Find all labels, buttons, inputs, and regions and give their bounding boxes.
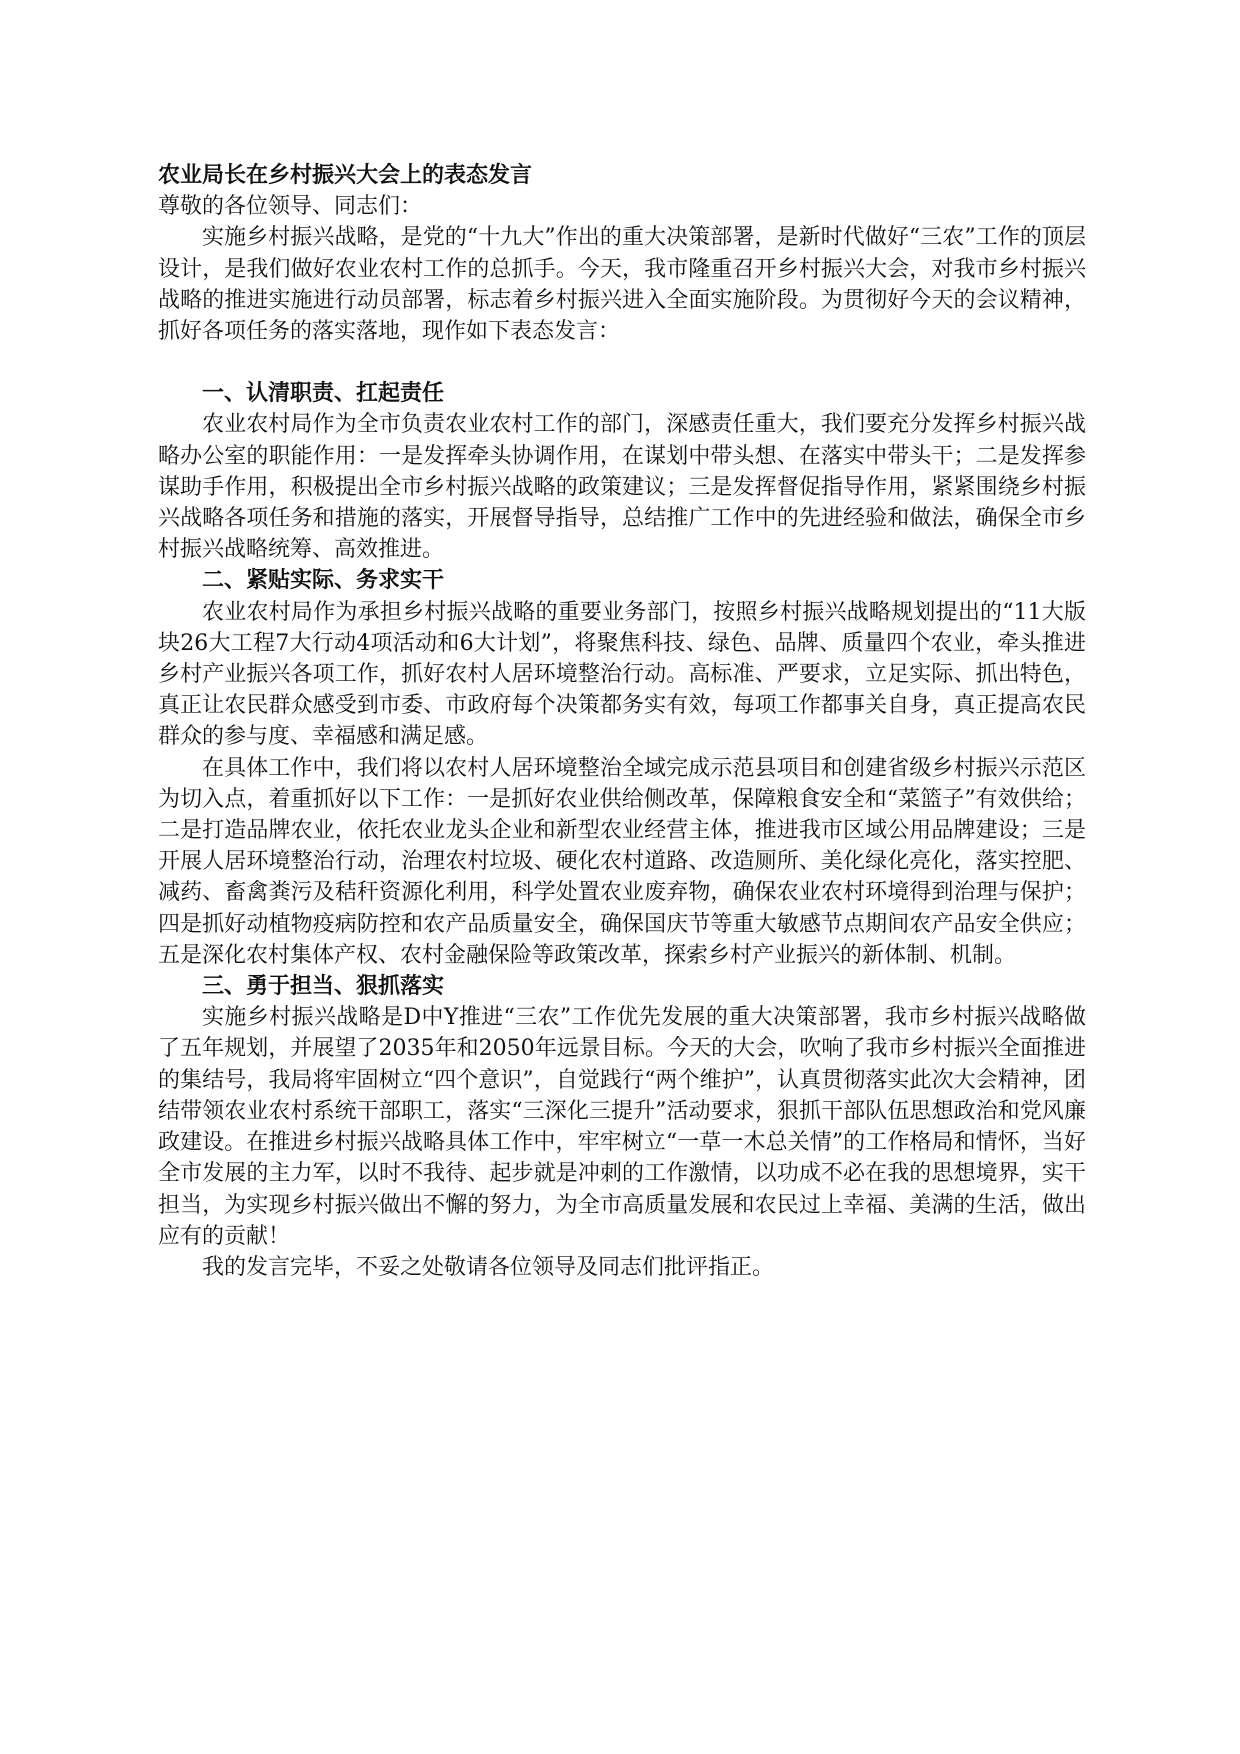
salutation: 尊敬的各位领导、同志们： — [158, 194, 423, 220]
section-2-paragraph-1: 农业农村局作为承担乡村振兴战略的重要业务部门，按照乡村振兴战略规划提出的“11大版块26大工程7大行动4项活动和6大计划”，将聚焦科技、绿色、品牌、质量四个农业，牵头推进乡村产业振兴各项工作，抓好农村人居环境整治行动。高标准、严要求，立足实际、抓出特色，真正让农民群众感受到市委、市政府每个决策都务实有效，每项工作都事关自身，真正提高农民群众的参与度、幸福感和满足感。 — [158, 599, 1086, 750]
section-2-paragraph-2: 在具体工作中，我们将以农村人居环境整治全域完成示范县项目和创建省级乡村振兴示范区为切入点，着重抓好以下工作：一是抓好农业供给侧改革，保障粮食安全和“菜篮子”有效供给；二是打造品牌农业，依托农业龙头企业和新型农业经营主体，推进我市区域公用品牌建设；三是开展人居环境整治行动，治理农村垃圾、硬化农村道路、改造厕所、美化绿化亮化，落实控肥、减药、畜禽粪污及秸秆资源化利用，科学处置农业废弃物，确保农业农村环境得到治理与保护；四是抓好动植物疫病防控和农产品质量安全，确保国庆节等重大敏感节点期间农产品安全供应；五是深化农村集体产权、农村金融保险等政策改革，探索乡村产业振兴的新体制、机制。 — [158, 755, 1086, 968]
section-spacer — [158, 347, 1086, 378]
section-heading-1: 一、认清职责、扛起责任 — [202, 380, 445, 407]
document-title: 农业局长在乡村振兴大会上的表态发言 — [158, 162, 533, 188]
section-1-paragraph-1: 农业农村局作为全市负责农业农村工作的部门，深感责任重大，我们要充分发挥乡村振兴战略办公室的职能作用：一是发挥牵头协调作用，在谋划中带头想、在落实中带头干；二是发挥参谋助手作用，积极提出全市乡村振兴战略的政策建议；三是发挥督促指导作用，紧紧围绕乡村振兴战略各项任务和措施的落实，开展督导指导，总结推广工作中的先进经验和做法，确保全市乡村振兴战略统筹、高效推进。 — [158, 412, 1086, 563]
section-3-paragraph-1: 实施乡村振兴战略是D中Y推进“三农”工作优先发展的重大决策部署，我市乡村振兴战略做了五年规划，并展望了2035年和2050年远景目标。今天的大会，吹响了我市乡村振兴全面推进的集结号，我局将牢固树立“四个意识”，自觉践行“两个维护”，认真贯彻落实此次大会精神，团结带领农业农村系统干部职工，落实“三深化三提升”活动要求，狠抓干部队伍思想政治和党风廉政建设。在推进乡村振兴战略具体工作中，牢牢树立“一草一木总关情”的工作格局和情怀，当好全市发展的主力军，以时不我待、起步就是冲刺的工作激情，以功成不必在我的思想境界，实干担当，为实现乡村振兴做出不懈的努力，为全市高质量发展和农民过上幸福、美满的生活，做出应有的贡献！ — [158, 1005, 1086, 1249]
section-heading-3: 三、勇于担当、狠抓落实 — [202, 973, 445, 1000]
closing-paragraph: 我的发言完毕，不妥之处敬请各位领导及同志们批评指正。 — [202, 1254, 775, 1280]
section-heading-2: 二、紧贴实际、务求实干 — [202, 567, 445, 594]
intro-paragraph: 实施乡村振兴战略，是党的“十九大”作出的重大决策部署，是新时代做好“三农”工作的顶层设计，是我们做好农业农村工作的总抓手。今天，我市隆重召开乡村振兴大会，对我市乡村振兴战略的推进实施进行动员部署，标志着乡村振兴进入全面实施阶段。为贯彻好今天的会议精神，抓好各项任务的落实落地，现作如下表态发言： — [158, 225, 1086, 345]
document-page — [158, 160, 1086, 1283]
